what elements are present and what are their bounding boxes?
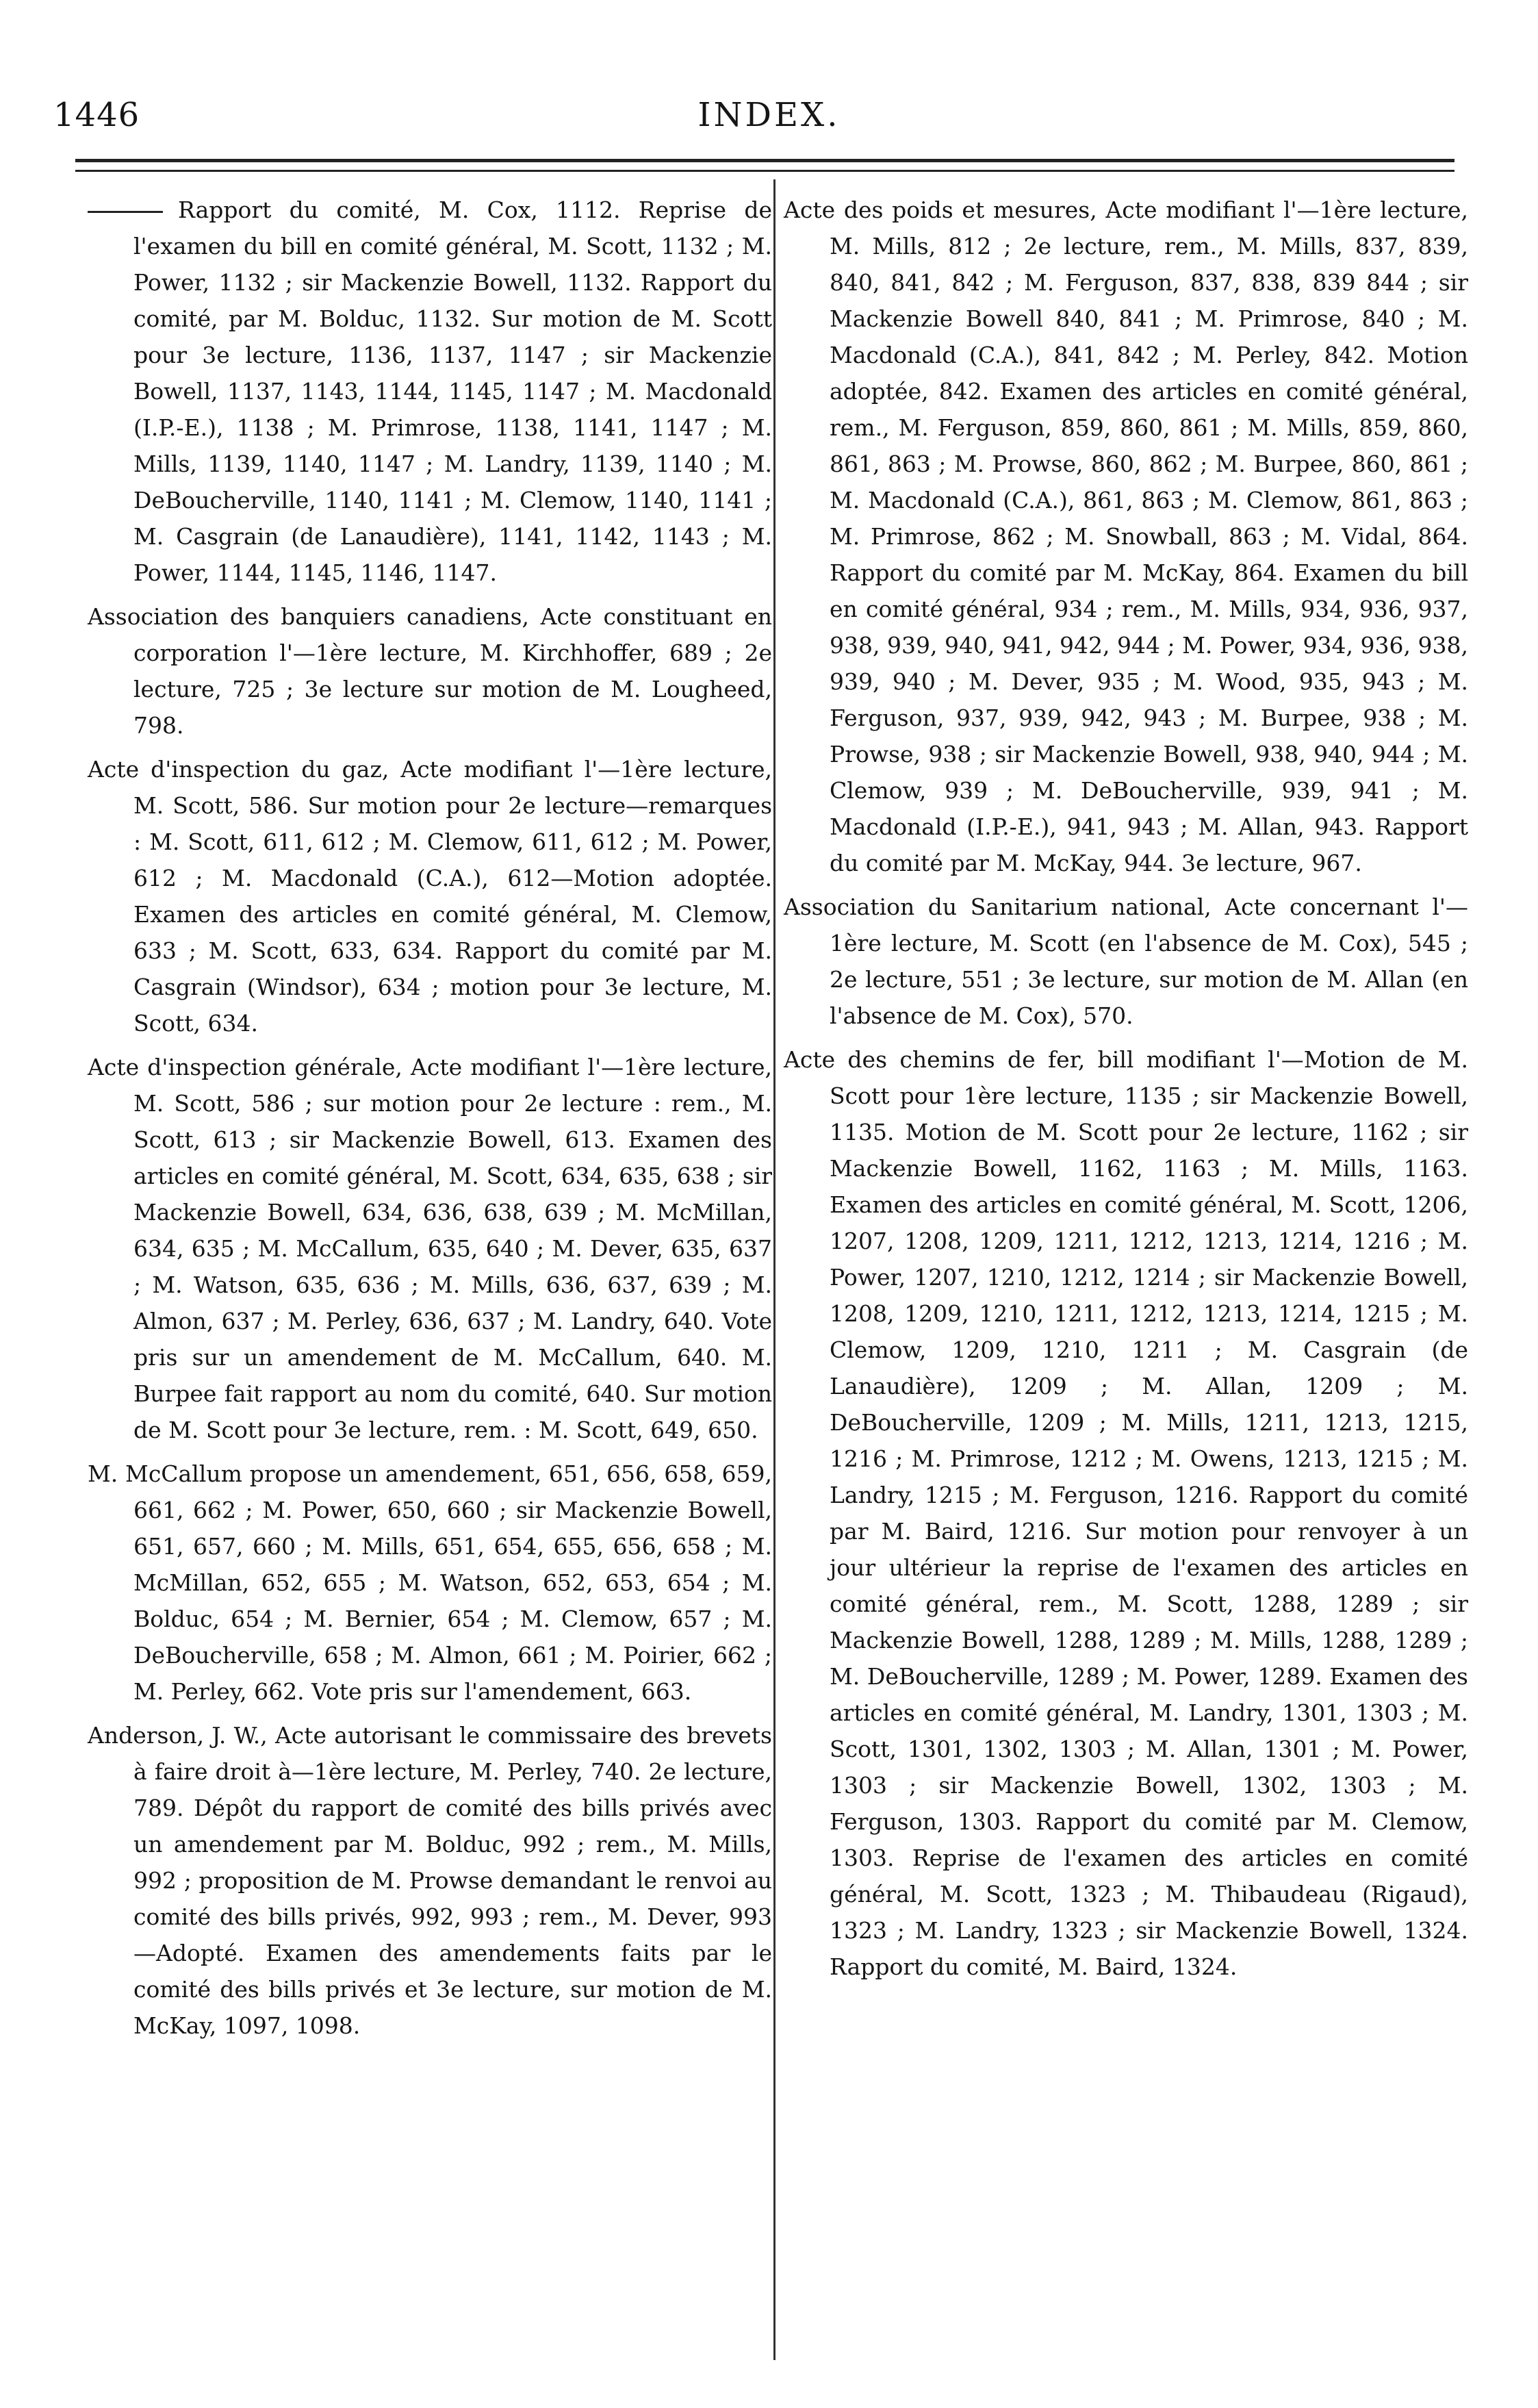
header-rule-thin: [75, 170, 1454, 172]
continuation-dash: [88, 211, 163, 213]
index-entry: Acte d'inspection générale, Acte modifiant l'—1ère lecture, M. Scott, 586 ; sur motion pour 2e lecture : rem., M. Scott, 613 ; sir Mackenzie Bowell, 613. Examen des articles en comité général, M. Scott, 634, 635, 638 ; sir Mackenzie Bowell, 634, 636, 638, 639 ; M. McMillan, 634, 635 ; M. McCallum, 635, 640 ; M. Dever, 635, 637 ; M. Watson, 635, 636 ; M. Mills, 636, 637, 639 ; M. Almon, 637 ; M. Perley, 636, 637 ; M. Landry, 640. Vote pris sur un amendement de M. McCallum, 640. M. Burpee fait rapport au nom du comité, 640. Sur motion de M. Scott pour 3e lecture, rem. : M. Scott, 649, 650.: [88, 1054, 772, 1443]
index-entry: Association des banquiers canadiens, Acte constituant en corporation l'—1ère lecture, M. Kirchhoffer, 689 ; 2e lecture, 725 ; 3e lecture sur motion de M. Lougheed, 798.: [88, 603, 772, 739]
column-divider: [773, 179, 776, 2360]
right-column: [784, 192, 1468, 1992]
header-rule-thick: [75, 159, 1454, 162]
page-title: INDEX.: [697, 96, 841, 134]
index-entry: Acte des poids et mesures, Acte modifiant l'—1ère lecture, M. Mills, 812 ; 2e lecture, rem., M. Mills, 837, 839, 840, 841, 842 ; M. Ferguson, 837, 838, 839 844 ; sir Mackenzie Bowell 840, 841 ; M. Primrose, 840 ; M. Macdonald (C.A.), 841, 842 ; M. Perley, 842. Motion adoptée, 842. Examen des articles en comité général, rem., M. Ferguson, 859, 860, 861 ; M. Mills, 859, 860, 861, 863 ; M. Prowse, 860, 862 ; M. Burpee, 860, 861 ; M. Macdonald (C.A.), 861, 863 ; M. Clemow, 861, 863 ; M. Primrose, 862 ; M. Snowball, 863 ; M. Vidal, 864. Rapport du comité par M. McKay, 864. Examen du bill en comité général, 934 ; rem., M. Mills, 934, 936, 937, 938, 939, 940, 941, 942, 944 ; M. Power, 934, 936, 938, 939, 940 ; M. Dever, 935 ; M. Wood, 935, 943 ; M. Ferguson, 937, 939, 942, 943 ; M. Burpee, 938 ; M. Prowse, 938 ; sir Mackenzie Bowell, 938, 940, 944 ; M. Clemow, 939 ; M. DeBoucherville, 939, 941 ; M. Macdonald (I.P.-E.), 941, 943 ; M. Allan, 943. Rapport du comité par M. McKay, 944. 3e lecture, 967.: [784, 197, 1468, 876]
index-entry-continuation: [88, 192, 772, 591]
page-number: 1446: [53, 96, 140, 134]
index-entry: M. McCallum propose un amendement, 651, 656, 658, 659, 661, 662 ; M. Power, 650, 660 ; sir Mackenzie Bowell, 651, 657, 660 ; M. Mills, 651, 654, 655, 656, 658 ; M. McMillan, 652, 655 ; M. Watson, 652, 653, 654 ; M. Bolduc, 654 ; M. Bernier, 654 ; M. Clemow, 657 ; M. DeBoucherville, 658 ; M. Almon, 661 ; M. Poirier, 662 ; M. Perley, 662. Vote pris sur l'amendement, 663.: [88, 1460, 772, 1705]
index-entry: Anderson, J. W., Acte autorisant le commissaire des brevets à faire droit à—1ère lecture, M. Perley, 740. 2e lecture, 789. Dépôt du rapport de comité des bills privés avec un amendement par M. Bolduc, 992 ; rem., M. Mills, 992 ; proposition de M. Prowse demandant le renvoi au comité des bills privés, 992, 993 ; rem., M. Dever, 993—Adopté. Examen des amendements faits par le comité des bills privés et 3e lecture, sur motion de M. McKay, 1097, 1098.: [88, 1722, 772, 2039]
index-entry: Acte d'inspection du gaz, Acte modifiant l'—1ère lecture, M. Scott, 586. Sur motion pour 2e lecture—remarques : M. Scott, 611, 612 ; M. Clemow, 611, 612 ; M. Power, 612 ; M. Macdonald (C.A.), 612—Motion adoptée. Examen des articles en comité général, M. Clemow, 633 ; M. Scott, 633, 634. Rapport du comité par M. Casgrain (Windsor), 634 ; motion pour 3e lecture, M. Scott, 634.: [88, 756, 772, 1037]
index-entry: Acte des chemins de fer, bill modifiant l'—Motion de M. Scott pour 1ère lecture, 1135 ; sir Mackenzie Bowell, 1135. Motion de M. Scott pour 2e lecture, 1162 ; sir Mackenzie Bowell, 1162, 1163 ; M. Mills, 1163. Examen des articles en comité général, M. Scott, 1206, 1207, 1208, 1209, 1211, 1212, 1213, 1214, 1216 ; M. Power, 1207, 1210, 1212, 1214 ; sir Mackenzie Bowell, 1208, 1209, 1210, 1211, 1212, 1213, 1214, 1215 ; M. Clemow, 1209, 1210, 1211 ; M. Casgrain (de Lanaudière), 1209 ; M. Allan, 1209 ; M. DeBoucherville, 1209 ; M. Mills, 1211, 1213, 1215, 1216 ; M. Primrose, 1212 ; M. Owens, 1213, 1215 ; M. Landry, 1215 ; M. Ferguson, 1216. Rapport du comité par M. Baird, 1216. Sur motion pour renvoyer à un jour ultérieur la reprise de l'examen des articles en comité général, rem., M. Scott, 1288, 1289 ; sir Mackenzie Bowell, 1288, 1289 ; M. Mills, 1288, 1289 ; M. DeBoucherville, 1289 ; M. Power, 1289. Examen des articles en comité général, M. Landry, 1301, 1303 ; M. Scott, 1301, 1302, 1303 ; M. Allan, 1301 ; M. Power, 1303 ; sir Mackenzie Bowell, 1302, 1303 ; M. Ferguson, 1303. Rapport du comité par M. Clemow, 1303. Reprise de l'examen des articles en comité général, M. Scott, 1323 ; M. Thibaudeau (Rigaud), 1323 ; M. Landry, 1323 ; sir Mackenzie Bowell, 1324. Rapport du comité, M. Baird, 1324.: [784, 1046, 1468, 1980]
left-column: [88, 192, 772, 2051]
index-entry: Association du Sanitarium national, Acte concernant l'—1ère lecture, M. Scott (en l'absence de M. Cox), 545 ; 2e lecture, 551 ; 3e lecture, sur motion de M. Allan (en l'absence de M. Cox), 570.: [784, 894, 1468, 1029]
index-entry-text: Rapport du comité, M. Cox, 1112. Reprise de l'examen du bill en comité général, M. Scott, 1132 ; M. Power, 1132 ; sir Mackenzie Bowell, 1132. Rapport du comité, par M. Bolduc, 1132. Sur motion de M. Scott pour 3e lecture, 1136, 1137, 1147 ; sir Mackenzie Bowell, 1137, 1143, 1144, 1145, 1147 ; M. Macdonald (I.P.-E.), 1138 ; M. Primrose, 1138, 1141, 1147 ; M. Mills, 1139, 1140, 1147 ; M. Landry, 1139, 1140 ; M. DeBoucherville, 1140, 1141 ; M. Clemow, 1140, 1141 ; M. Casgrain (de Lanaudière), 1141, 1142, 1143 ; M. Power, 1144, 1145, 1146, 1147.: [133, 197, 772, 586]
